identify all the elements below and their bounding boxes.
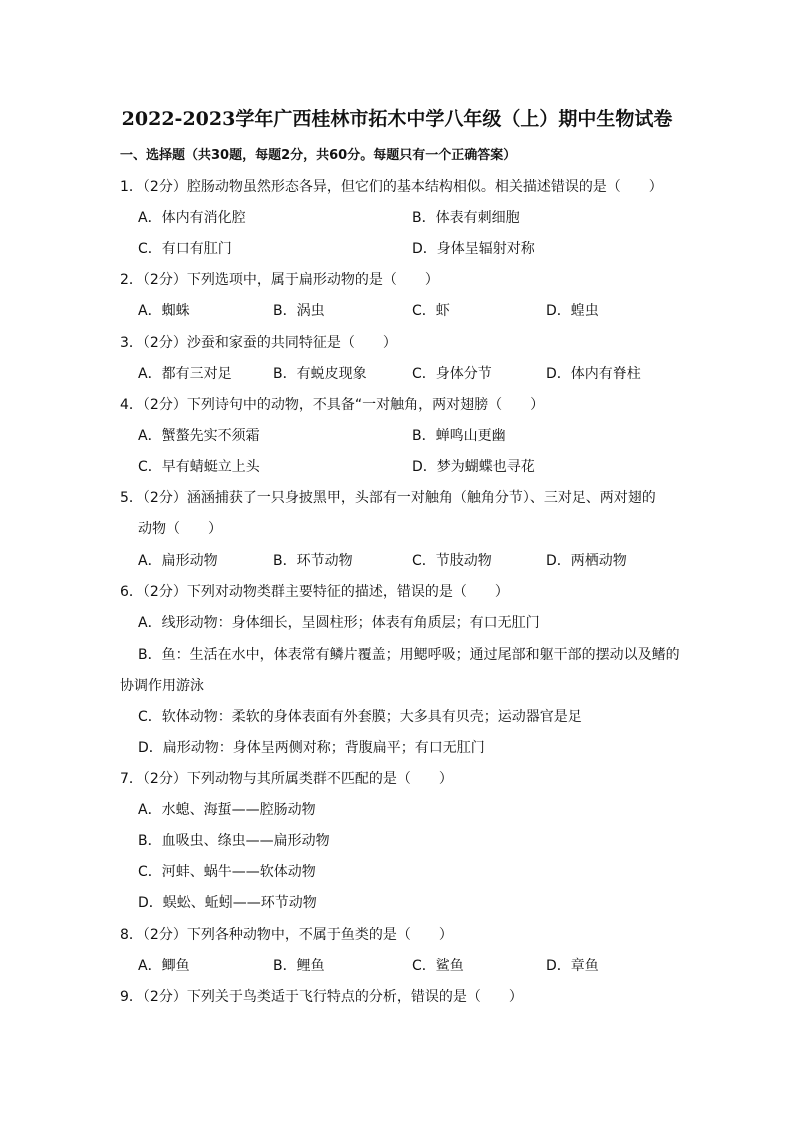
q4-option-c: C．早有蜻蜓立上头 <box>138 459 260 475</box>
question-4-stem: 4．（2分）下列诗句中的动物，不具备“一对触角，两对翅膀（ ） <box>120 397 545 413</box>
q3-option-c: C．身体分节 <box>412 366 492 382</box>
q3-option-b: B．有蜕皮现象 <box>273 366 367 382</box>
q8-option-c: C．鲨鱼 <box>412 958 464 974</box>
q7-option-a: A．水螅、海蜇——腔肠动物 <box>138 802 316 818</box>
q7-option-c: C．河蚌、蜗牛——软体动物 <box>138 864 316 880</box>
q5-option-d: D．两栖动物 <box>546 553 627 569</box>
question-5-stem-cont: 动物（ ） <box>138 521 222 537</box>
q1-option-d: D．身体呈辐射对称 <box>412 241 535 257</box>
question-8-stem: 8．（2分）下列各种动物中，不属于鱼类的是（ ） <box>120 927 453 943</box>
question-6-stem: 6．（2分）下列对动物类群主要特征的描述，错误的是（ ） <box>120 584 509 600</box>
question-3-stem: 3．（2分）沙蚕和家蚕的共同特征是（ ） <box>120 335 397 351</box>
q8-option-a: A．鲫鱼 <box>138 958 190 974</box>
q1-option-a: A．体内有消化腔 <box>138 210 246 226</box>
q2-option-b: B．涡虫 <box>273 303 325 319</box>
q5-option-a: A．扁形动物 <box>138 553 218 569</box>
section-heading: 一、选择题（共30题，每题2分，共60分。每题只有一个正确答案） <box>120 148 517 163</box>
question-1-stem: 1．（2分）腔肠动物虽然形态各异，但它们的基本结构相似。相关描述错误的是（ ） <box>120 179 663 195</box>
q4-option-a: A．蟹螯先实不须霜 <box>138 428 260 444</box>
question-5-stem: 5．（2分）涵涵捕获了一只身披黑甲，头部有一对触角（触角分节）、三对足、两对翅的 <box>120 490 656 506</box>
q8-option-d: D．章鱼 <box>546 958 599 974</box>
q6-option-a: A．线形动物：身体细长，呈圆柱形；体表有角质层；有口无肛门 <box>138 615 540 631</box>
q1-option-b: B．体表有刺细胞 <box>412 210 520 226</box>
q4-option-b: B．蝉鸣山更幽 <box>412 428 506 444</box>
q2-option-a: A．蜘蛛 <box>138 303 190 319</box>
q5-option-b: B．环节动物 <box>273 553 353 569</box>
question-2-stem: 2．（2分）下列选项中，属于扁形动物的是（ ） <box>120 272 439 288</box>
question-9-stem: 9．（2分）下列关于鸟类适于飞行特点的分析，错误的是（ ） <box>120 989 523 1005</box>
q6-option-b-cont: 协调作用游泳 <box>120 678 204 694</box>
q7-option-d: D．蜈蚣、蚯蚓——环节动物 <box>138 895 317 911</box>
q8-option-b: B．鲤鱼 <box>273 958 325 974</box>
question-7-stem: 7．（2分）下列动物与其所属类群不匹配的是（ ） <box>120 771 453 787</box>
q2-option-c: C．虾 <box>412 303 450 319</box>
q6-option-d: D．扁形动物：身体呈两侧对称；背腹扁平；有口无肛门 <box>138 740 485 756</box>
q2-option-d: D．蝗虫 <box>546 303 599 319</box>
q3-option-a: A．都有三对足 <box>138 366 232 382</box>
q7-option-b: B．血吸虫、绦虫——扁形动物 <box>138 833 330 849</box>
q1-option-c: C．有口有肛门 <box>138 241 232 257</box>
q6-option-b: B．鱼：生活在水中，体表常有鳞片覆盖；用鳃呼吸；通过尾部和躯干部的摆动以及鳍的 <box>138 647 680 663</box>
q4-option-d: D．梦为蝴蝶也寻花 <box>412 459 535 475</box>
q6-option-c: C．软体动物：柔软的身体表面有外套膜；大多具有贝壳；运动器官是足 <box>138 709 582 725</box>
exam-title: 2022-2023学年广西桂林市拓木中学八年级（上）期中生物试卷 <box>121 108 673 130</box>
q5-option-c: C．节肢动物 <box>412 553 492 569</box>
q3-option-d: D．体内有脊柱 <box>546 366 641 382</box>
